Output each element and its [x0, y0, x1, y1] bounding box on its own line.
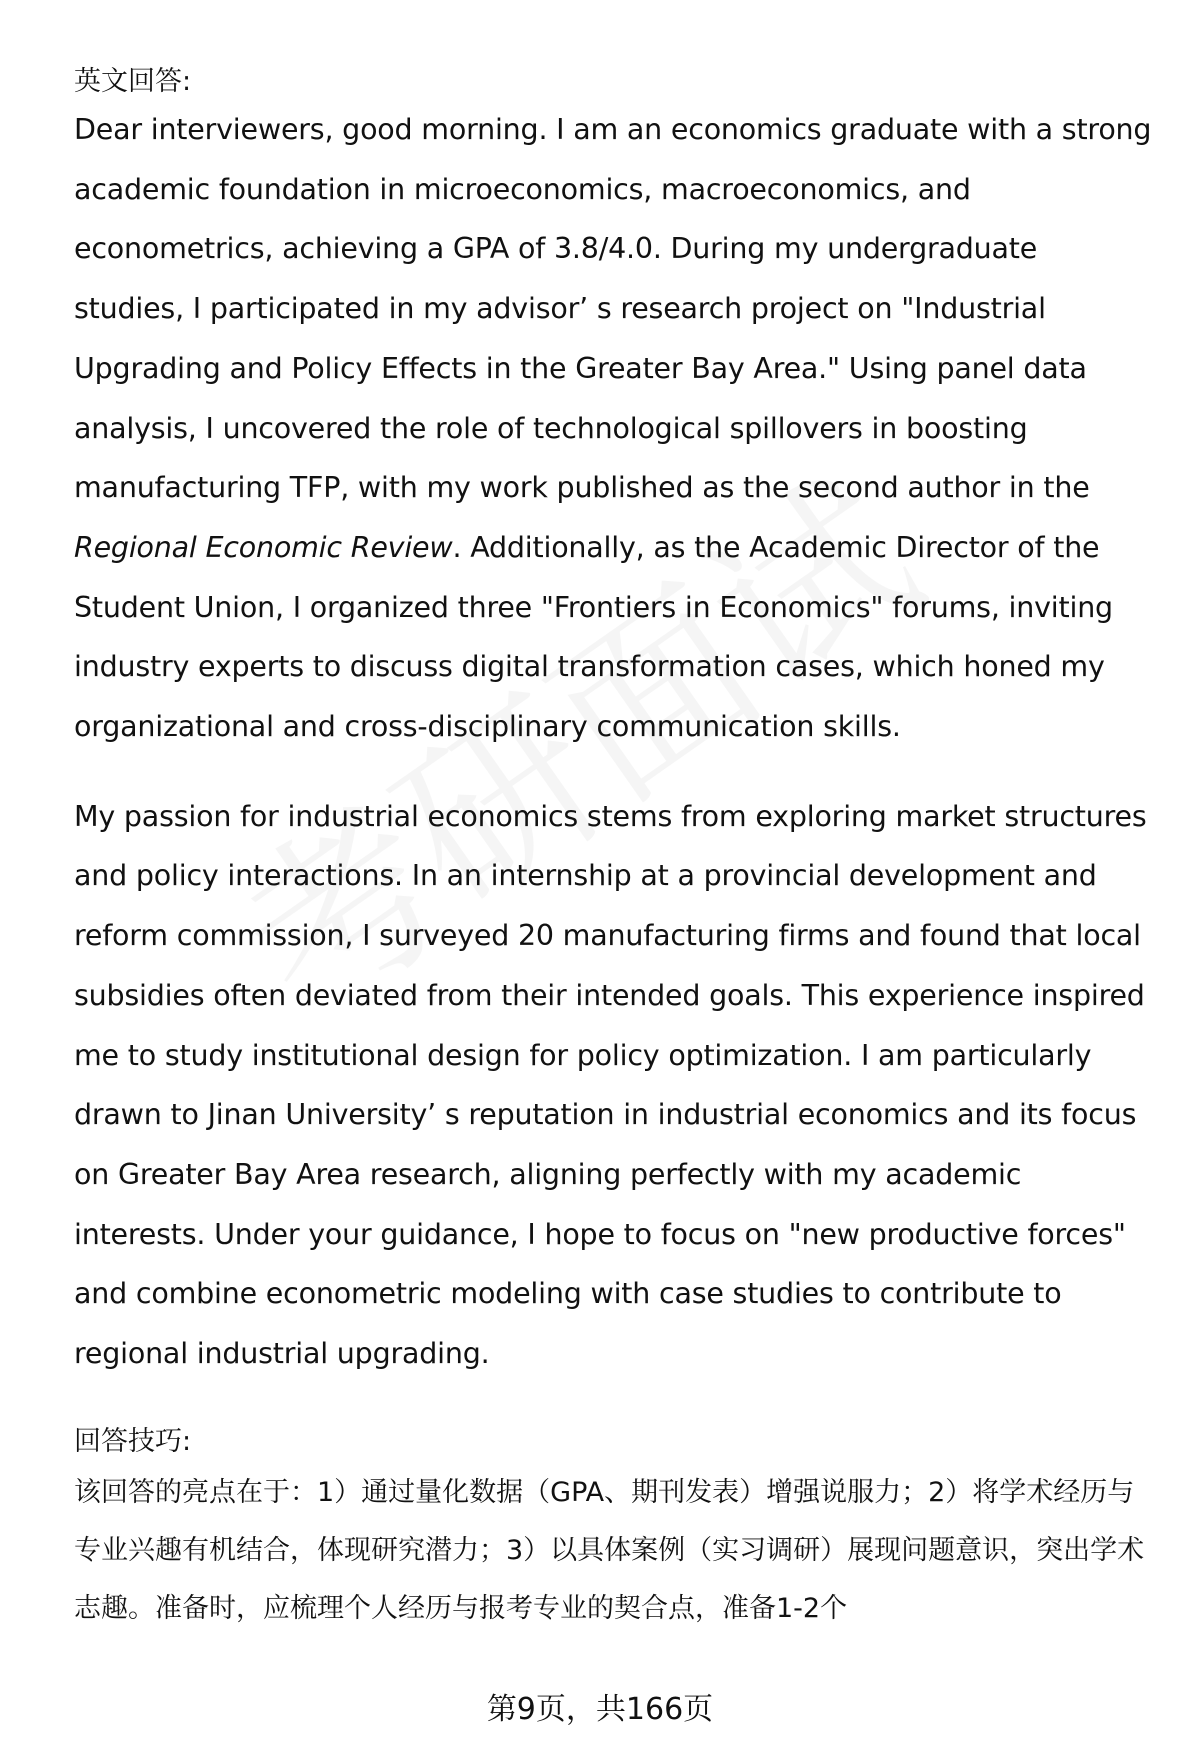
tips-heading: 回答技巧:: [74, 1425, 192, 1457]
paragraph-1-text-b: . Additionally, as the Academic Director of the Student Union, I organized three "Frontiers in Economics" forums, inviting industry experts to discuss digital transformation cases, which honed my organizational and cross-disciplinary communication skills.: [74, 530, 1113, 744]
answer-paragraph-1: [74, 100, 1154, 757]
tips-text: 该回答的亮点在于：1）通过量化数据（GPA、期刊发表）增强说服力；2）将学术经历与专业兴趣有机结合，体现研究潜力；3）以具体案例（实习调研）展现问题意识，突出学术志趣。准备时，应梳理个人经历与报考专业的契合点，准备1-2个: [74, 1476, 1145, 1624]
page-number-footer: 第9页，共166页: [486, 1692, 714, 1727]
journal-title: Regional Economic Review: [74, 530, 453, 564]
answer-paragraph-2: My passion for industrial economics stems from exploring market structures and policy interactions. In an internship at a provincial development and reform commission, I surveyed 20 manufacturing firms and found that local subsidies often deviated from their intended goals. This experience inspired me to study institutional design for policy optimization. I am particularly drawn to Jinan University’ s reputation in industrial economics and its focus on Greater Bay Area research, aligning perfectly with my academic interests. Under your guidance, I hope to focus on "new productive forces" and combine econometric modeling with case studies to contribute to regional industrial upgrading.: [74, 799, 1147, 1371]
answer-heading: 英文回答:: [74, 66, 192, 97]
paragraph-1-text-a: Dear interviewers, good morning. I am an economics graduate with a strong academic foundation in microeconomics, macroeconomics, and econometrics, achieving a GPA of 3.8/4.0. During my undergraduate studies, I participated in my advisor’ s research project on "Industrial Upgrading and Policy Effects in the Greater Bay Area." Using panel data analysis, I uncovered the role of technological spillovers in boosting manufacturing TFP, with my work published as the second author in the: [74, 113, 1152, 505]
page-content: [74, 54, 1154, 1638]
